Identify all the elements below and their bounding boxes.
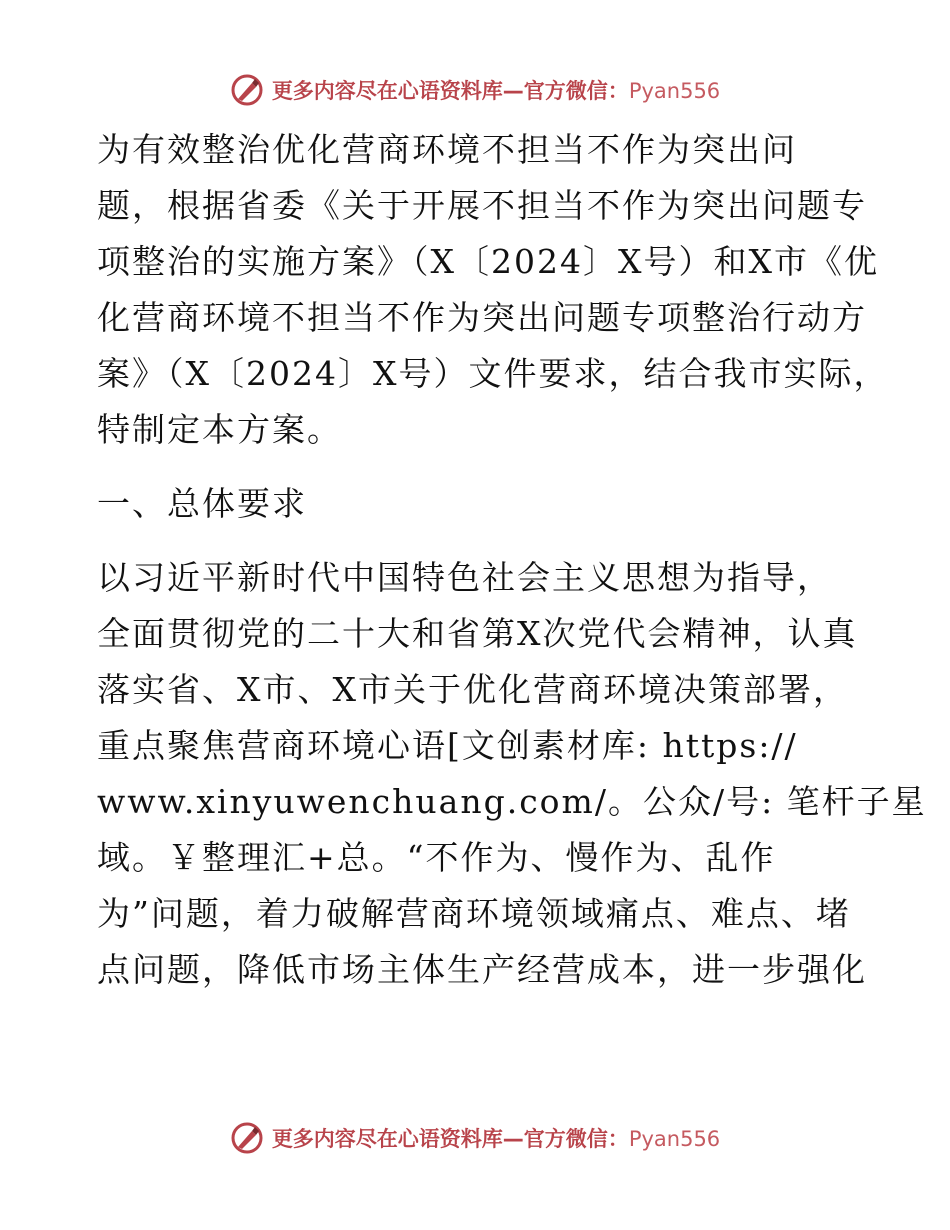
paragraph-line: 化营商环境不担当不作为突出问题专项整治行动方 [97,298,867,337]
paragraph-line: 特制定本方案。 [97,410,342,449]
paragraph-line: 落实省、X市、X市关于优化营商环境决策部署， [97,670,848,709]
intro-paragraph [97,122,889,458]
banner-wechat-id: Pyan556 [628,1127,721,1151]
pen-logo-icon [230,73,264,107]
section-heading: 一、总体要求 [97,484,307,523]
banner-text [272,1123,720,1153]
paragraph-line: 题，根据省委《关于开展不担当不作为突出问题专 [97,186,867,225]
paragraph-line: 为有效整治优化营商环境不担当不作为突出问 [97,130,797,169]
paragraph-line: 全面贯彻党的二十大和省第X次党代会精神，认真 [97,614,858,653]
paragraph-line: 域。￥整理汇+总。“不作为、慢作为、乱作 [97,838,776,877]
footer-watermark-banner [0,1118,950,1158]
paragraph-line: 重点聚焦营商环境心语[文创素材库: https:// [97,726,798,765]
paragraph-line: 以习近平新时代中国特色社会主义思想为指导， [97,558,832,597]
header-watermark-banner [0,70,950,110]
paragraph-line: 项整治的实施方案》（X〔2024〕X号）和X市《优 [97,242,879,281]
banner-text [272,75,720,105]
pen-logo-icon [230,1121,264,1155]
paragraph-line: 为”问题，着力破解营商环境领域痛点、难点、堵 [97,894,851,933]
banner-wechat-id: Pyan556 [628,79,721,103]
paragraph-line: 案》（X〔2024〕X号）文件要求，结合我市实际， [97,354,889,393]
general-requirements-paragraph [97,550,927,998]
banner-main-text: 更多内容尽在心语资料库—官方微信： [271,1127,629,1151]
banner-main-text: 更多内容尽在心语资料库—官方微信： [271,79,629,103]
paragraph-line: www.xinyuwenchuang.com/。公众/号: 笔杆子星 [97,782,927,821]
document-body [97,122,927,998]
paragraph-line: 点问题，降低市场主体生产经营成本，进一步强化 [97,950,867,989]
